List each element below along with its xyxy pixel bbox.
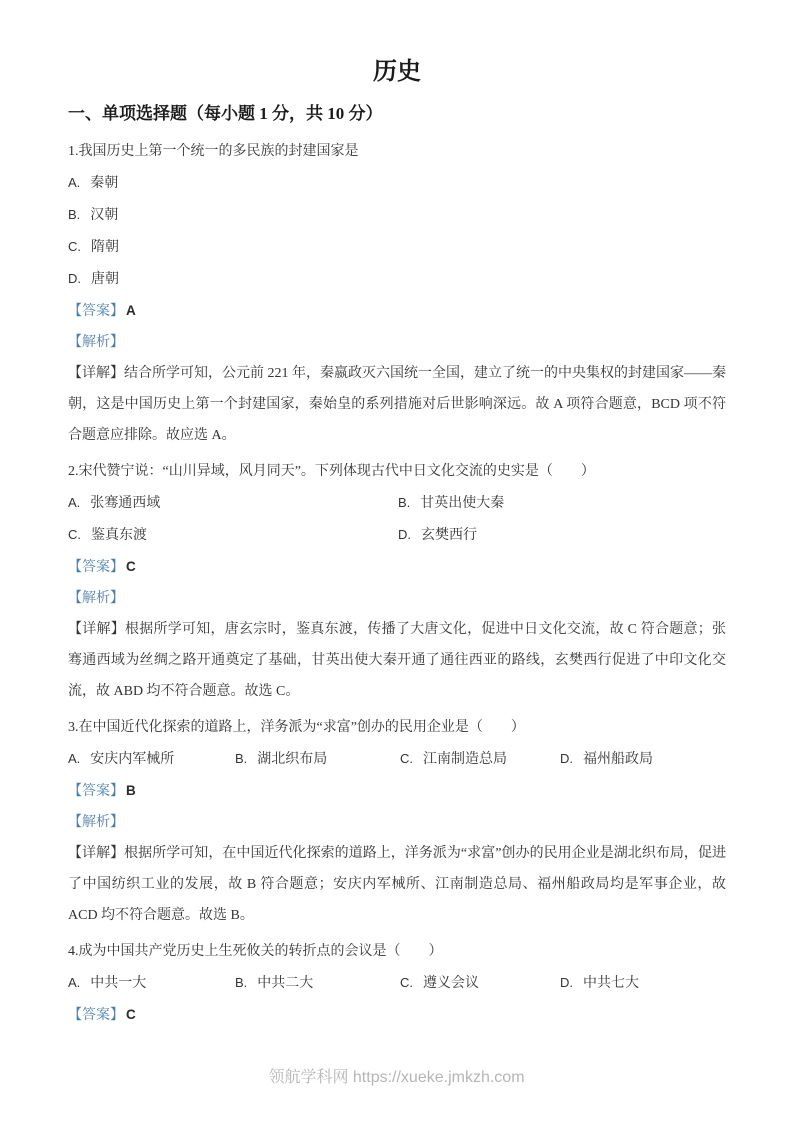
option-letter: C. — [400, 751, 413, 766]
option-letter: C. — [68, 239, 81, 254]
option-text: 玄樊西行 — [421, 528, 477, 543]
watermark-footer — [0, 1063, 793, 1093]
answer-value: C — [126, 559, 136, 574]
answer-value: C — [126, 1007, 136, 1022]
detail-text: 根据所学可知，在中国近代化探索的道路上，洋务派为“求富”创办的民用企业是湖北织布局，促进了中国纺织工业的发展，故 B 符合题意；安庆内军械所、江南制造总局、福州船政局均是军事企业，故 ACD 均不符合题意。故选 B。 — [68, 846, 726, 923]
detail-paragraph — [68, 358, 726, 451]
option-letter: A. — [68, 175, 81, 190]
option-text: 中共二大 — [257, 976, 314, 991]
option-letter: B. — [68, 207, 81, 222]
option-text: 甘英出使大秦 — [420, 496, 505, 511]
option-item — [400, 967, 560, 999]
question-stem: 2.宋代赞宁说：“山川异域，风月同天”。下列体现古代中日文化交流的史实是（ ） — [68, 464, 595, 479]
option-letter: B. — [235, 751, 248, 766]
detail-text: 结合所学可知，公元前 221 年，秦嬴政灭六国统一全国，建立了统一的中央集权的封建国家——秦朝，这是中国历史上第一个封建国家，秦始皇的系列措施对后世影响深远。故 A 项符合题意，BCD 项不符合题意应排除。故应选 A。 — [68, 366, 726, 443]
question-stem: 1.我国历史上第一个统一的多民族的封建国家是 — [68, 144, 359, 159]
option-item — [560, 743, 726, 775]
analysis-line — [68, 583, 726, 614]
option-item — [560, 967, 726, 999]
option-item — [68, 519, 398, 551]
option-text: 湖北织布局 — [257, 752, 328, 767]
option-letter: C. — [400, 975, 413, 990]
option-item — [68, 487, 398, 519]
question-stem: 3.在中国近代化探索的道路上，洋务派为“求富”创办的民用企业是（ ） — [68, 720, 525, 735]
option-letter: D. — [68, 271, 81, 286]
question-block-2 — [68, 456, 726, 707]
option-letter: A. — [68, 975, 81, 990]
option-text: 遵义会议 — [423, 976, 479, 991]
option-text: 秦朝 — [90, 176, 119, 191]
detail-paragraph — [68, 838, 726, 931]
option-item — [68, 967, 235, 999]
answer-line — [68, 551, 726, 583]
option-letter: D. — [560, 975, 573, 990]
footer-text: 领航学科网 https://xueke.jmkzh.com — [268, 1069, 525, 1086]
option-letter: D. — [560, 751, 573, 766]
answer-label: 【答案】 — [68, 304, 124, 319]
option-text: 鉴真东渡 — [91, 528, 147, 543]
option-text: 汉朝 — [90, 208, 119, 223]
analysis-label: 【解析】 — [68, 335, 124, 350]
detail-label: 【详解】 — [68, 846, 125, 861]
option-text: 张骞通西域 — [90, 496, 161, 511]
option-text: 福州船政局 — [583, 752, 653, 767]
option-row — [68, 487, 726, 519]
answer-line — [68, 999, 726, 1031]
option-text: 唐朝 — [91, 272, 119, 287]
answer-value: B — [126, 783, 136, 798]
question-block-3 — [68, 712, 726, 931]
answer-label: 【答案】 — [68, 784, 124, 799]
option-row — [68, 967, 726, 999]
option-text: 安庆内军械所 — [90, 752, 175, 767]
option-text: 隋朝 — [91, 240, 119, 255]
answer-label: 【答案】 — [68, 1008, 124, 1023]
option-row — [68, 263, 726, 295]
page-title: 历史 — [373, 59, 421, 85]
option-row — [68, 199, 726, 231]
option-item — [235, 967, 400, 999]
option-item — [400, 743, 560, 775]
option-row — [68, 519, 726, 551]
option-row — [68, 167, 726, 199]
option-row — [68, 231, 726, 263]
answer-line — [68, 295, 726, 327]
answer-label: 【答案】 — [68, 560, 124, 575]
question-block-4 — [68, 936, 726, 1031]
analysis-label: 【解析】 — [68, 815, 124, 830]
option-letter: B. — [235, 975, 248, 990]
option-letter: B. — [398, 495, 411, 510]
option-text: 中共七大 — [583, 976, 639, 991]
option-letter: D. — [398, 527, 411, 542]
detail-label: 【详解】 — [68, 622, 126, 637]
question-stem: 4.成为中国共产党历史上生死攸关的转折点的会议是（ ） — [68, 944, 443, 959]
option-item — [398, 487, 726, 519]
analysis-line — [68, 327, 726, 358]
answer-value: A — [126, 303, 136, 318]
section-header: 一、单项选择题（每小题 1 分，共 10 分） — [68, 104, 383, 123]
detail-paragraph — [68, 614, 726, 707]
analysis-label: 【解析】 — [68, 591, 124, 606]
analysis-line — [68, 807, 726, 838]
option-letter: C. — [68, 527, 81, 542]
option-letter: A. — [68, 751, 81, 766]
option-item — [68, 743, 235, 775]
option-text: 中共一大 — [90, 976, 147, 991]
option-row — [68, 743, 726, 775]
answer-line — [68, 775, 726, 807]
detail-label: 【详解】 — [68, 366, 124, 381]
option-item — [235, 743, 400, 775]
detail-text: 根据所学可知，唐玄宗时，鉴真东渡，传播了大唐文化，促进中日文化交流，故 C 符合题意；张骞通西域为丝绸之路开通奠定了基础，甘英出使大秦开通了通往西亚的路线，玄樊西行促进了中印文化交流，故 ABD 均不符合题意。故选 C。 — [68, 622, 726, 699]
option-text: 江南制造总局 — [423, 752, 507, 767]
option-letter: A. — [68, 495, 81, 510]
option-item — [398, 519, 726, 551]
question-block-1 — [68, 136, 726, 451]
